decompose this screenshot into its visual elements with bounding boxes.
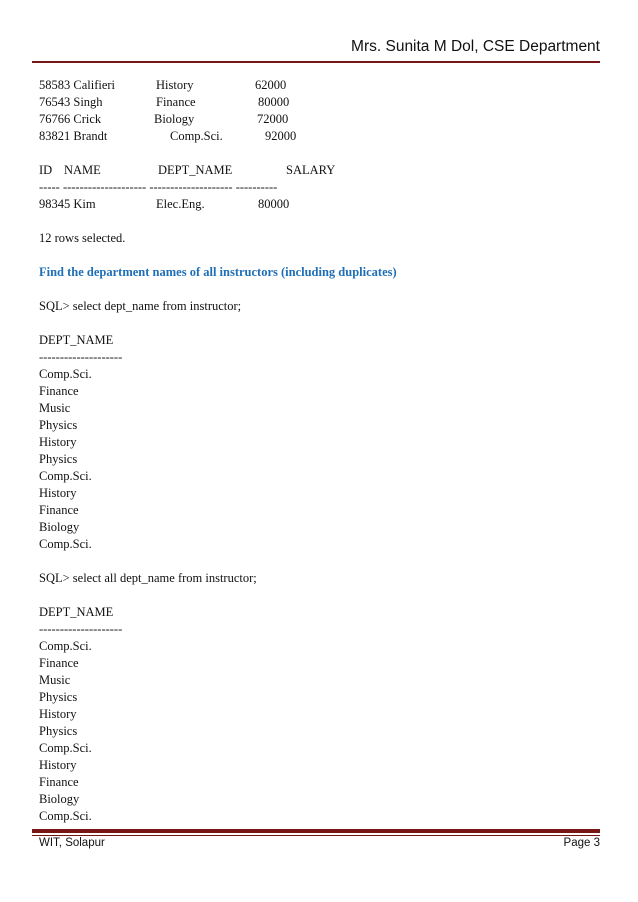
list-item: History [39, 435, 77, 449]
table-row [39, 77, 599, 94]
sql-query-2: SQL> select all dept_name from instructor; [39, 571, 257, 585]
header-id: ID [39, 163, 53, 177]
document-body [39, 77, 599, 825]
row-salary: 92000 [265, 129, 297, 143]
row-salary: 80000 [258, 95, 290, 109]
list-item: Comp.Sci. [39, 537, 92, 551]
section-heading: Find the department names of all instructors (including duplicates) [39, 265, 397, 279]
rows-selected-text: 12 rows selected. [39, 231, 126, 245]
row-id-name: 58583 Califieri [39, 78, 116, 92]
row-dept: Comp.Sci. [170, 129, 223, 143]
list-item: Comp.Sci. [39, 367, 92, 381]
result-dashes: -------------------- [39, 350, 123, 364]
row-salary: 80000 [258, 197, 290, 211]
list-item: History [39, 758, 77, 772]
list-item: Finance [39, 384, 79, 398]
page-number: Page 3 [563, 837, 600, 849]
list-item: Comp.Sci. [39, 741, 92, 755]
row-dept: Finance [156, 95, 196, 109]
result-column-header: DEPT_NAME [39, 605, 114, 619]
list-item: Music [39, 401, 71, 415]
table-row [39, 128, 599, 145]
row-id-name: 76766 Crick [39, 112, 102, 126]
row-salary: 72000 [257, 112, 289, 126]
list-item: History [39, 486, 77, 500]
list-item: Comp.Sci. [39, 469, 92, 483]
table-header-row [39, 162, 599, 179]
footer-rule-thin [32, 835, 600, 836]
list-item: Comp.Sci. [39, 639, 92, 653]
header-dept-name: DEPT_NAME [158, 163, 233, 177]
header-name: NAME [64, 163, 101, 177]
page-header [32, 38, 600, 66]
list-item: Finance [39, 503, 79, 517]
result-column-header: DEPT_NAME [39, 333, 114, 347]
row-dept: Elec.Eng. [156, 197, 205, 211]
list-item: Finance [39, 656, 79, 670]
list-item: Physics [39, 452, 78, 466]
row-salary: 62000 [255, 78, 287, 92]
list-item: History [39, 707, 77, 721]
separator-line: ----- -------------------- -------------------- ---------- [39, 180, 278, 194]
footer-rule-thick [32, 829, 600, 833]
row-id-name: 83821 Brandt [39, 129, 108, 143]
footer-institution: WIT, Solapur [39, 837, 105, 849]
list-item: Biology [39, 520, 80, 534]
list-item: Physics [39, 724, 78, 738]
list-item: Finance [39, 775, 79, 789]
list-item: Physics [39, 418, 78, 432]
table-row [39, 94, 599, 111]
sql-query-1: SQL> select dept_name from instructor; [39, 299, 242, 313]
header-salary: SALARY [286, 163, 336, 177]
list-item: Biology [39, 792, 80, 806]
row-id-name: 76543 Singh [39, 95, 103, 109]
row-dept: History [156, 78, 194, 92]
table-row [39, 196, 599, 213]
list-item: Physics [39, 690, 78, 704]
list-item: Comp.Sci. [39, 809, 92, 823]
row-id-name: 98345 Kim [39, 197, 96, 211]
header-title: Mrs. Sunita M Dol, CSE Department [351, 38, 600, 55]
result-dashes: -------------------- [39, 622, 123, 636]
table-row [39, 111, 599, 128]
list-item: Music [39, 673, 71, 687]
header-rule [32, 61, 600, 63]
row-dept: Biology [154, 112, 195, 126]
